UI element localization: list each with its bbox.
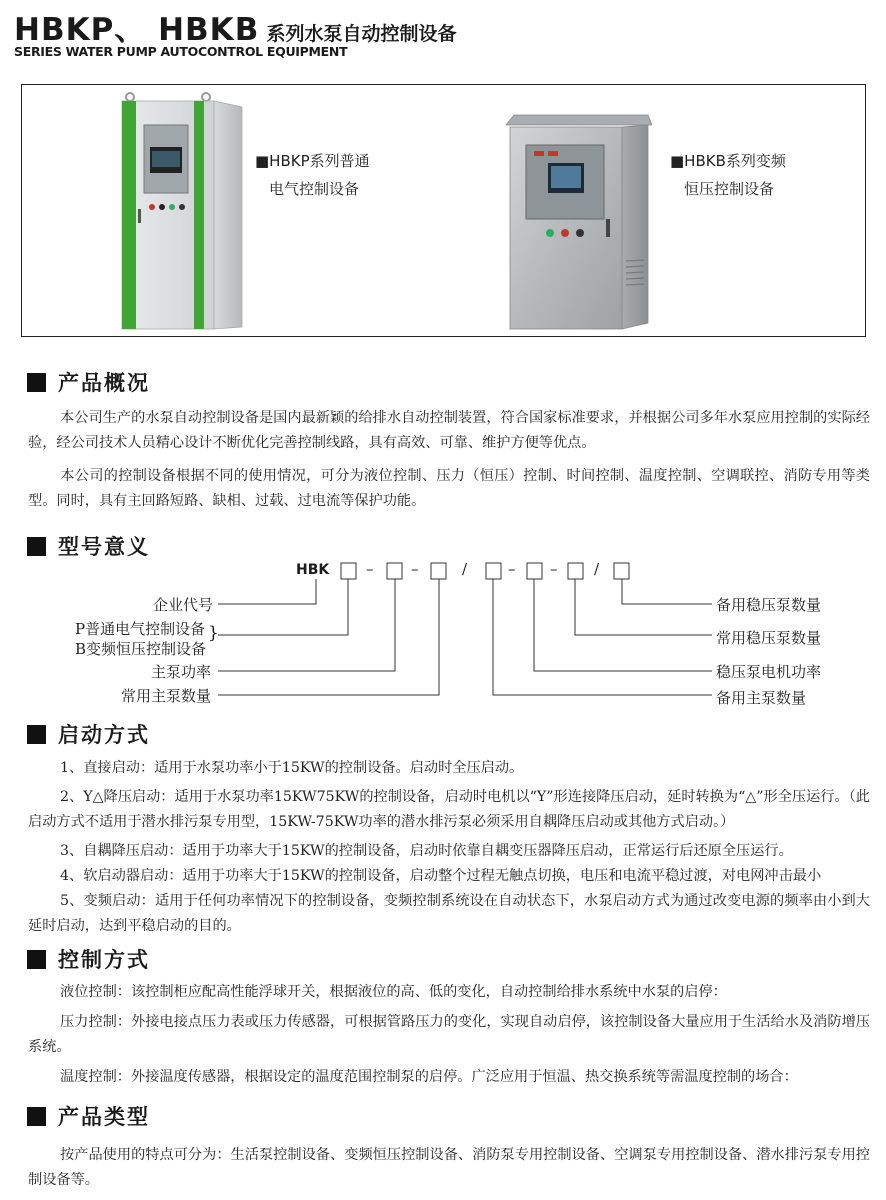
- startup-item-4: 4、软启动器启动：适用于功率大于15KW的控制设备，启动整个过程无触点切换，电压和电流平稳过渡，对电网冲击最小: [60, 868, 822, 884]
- label-type-b: B变频恒压控制设备: [75, 640, 207, 658]
- heading-square-icon: [27, 537, 46, 556]
- heading-square-icon: [27, 725, 46, 744]
- title-chinese: 系列水泵自动控制设备: [266, 23, 457, 45]
- startup-item-1: 1、直接启动：适用于水泵功率小于15KW的控制设备。启动时全压启动。: [60, 760, 524, 776]
- control-pressure: 压力控制：外接电接点压力表或压力传感器，可根据管路压力的变化，实现自动启停，该控制设备大量应用于生活给水及消防增压系统。: [28, 1014, 870, 1055]
- model-code-diagram: [0, 555, 886, 715]
- sep-slash: /: [462, 560, 468, 578]
- section-heading-startup: 启动方式: [27, 719, 150, 749]
- sep-dash: –: [550, 560, 558, 578]
- control-level: 液位控制：该控制柜应配高性能浮球开关，根据液位的高、低的变化，自动控制给排水系统中水泵的启停：: [60, 984, 727, 1000]
- section-heading-model: 型号意义: [27, 531, 150, 561]
- model-prefix: HBK: [296, 562, 330, 578]
- page-title: [14, 4, 457, 48]
- control-temperature: 温度控制：外接温度传感器，根据设定的温度范围控制泵的启停。广泛应用于恒温、热交换系统等需温度控制的场合：: [60, 1069, 798, 1085]
- label-type-p: P普通电气控制设备: [75, 620, 206, 638]
- section-heading-types: 产品类型: [27, 1101, 150, 1131]
- startup-item-2: 2、Y△降压启动：适用于水泵功率15KW75KW的控制设备，启动时电机以“Y”形连接降压启动，延时转换为“△”形全压运行。（此启动方式不适用于潜水排污泵专用型，15KW-75KW功率的潜水排污泵必须采用自耦降压启动或其他方式启动。）: [28, 789, 870, 830]
- sep-slash: /: [594, 560, 600, 578]
- sep-dash: –: [508, 560, 516, 578]
- startup-item-5: 5、变频启动：适用于任何功率情况下的控制设备，变频控制系统设在自动状态下，水泵启动方式为通过改变电源的频率由小到大延时启动，达到平稳启动的目的。: [28, 893, 870, 934]
- label-company-code: 企业代号: [153, 596, 214, 614]
- product-photo-box: [21, 84, 866, 337]
- hbkb-label: ■HBKB系列变频 恒压控制设备: [670, 152, 786, 198]
- label-stabilizer-count: 常用稳压泵数量: [716, 629, 822, 647]
- label-stabilizer-motor-power: 稳压泵电机功率: [716, 663, 822, 681]
- label-standby-stabilizer-count: 备用稳压泵数量: [716, 596, 822, 614]
- label-main-pump-count: 常用主泵数量: [121, 687, 212, 705]
- startup-item-3: 3、自耦降压启动：适用于功率大于15KW的控制设备，启动时依靠自耦变压器降压启动，正常运行后还原全压运行。: [60, 843, 793, 859]
- overview-paragraph-2: 本公司的控制设备根据不同的使用情况，可分为液位控制、压力（恒压）控制、时间控制、温度控制、空调联控、消防专用等类型。同时，具有主回路短路、缺相、过载、过电流等保护功能。: [28, 468, 870, 509]
- hbkp-label: ■HBKP系列普通 电气控制设备: [255, 152, 370, 198]
- sep-dash: –: [411, 560, 419, 578]
- section-heading-overview: 产品概况: [27, 367, 150, 397]
- page-subtitle: SERIES WATER PUMP AUTOCONTROL EQUIPMENT: [14, 44, 348, 59]
- title-code: HBKP、 HBKB: [14, 12, 260, 48]
- section-heading-control: 控制方式: [27, 944, 150, 974]
- heading-square-icon: [27, 950, 46, 969]
- heading-square-icon: [27, 373, 46, 392]
- overview-paragraph-1: 本公司生产的水泵自动控制设备是国内最新颖的给排水自动控制装置，符合国家标准要求，并根据公司多年水泵应用控制的实际经验，经公司技术人员精心设计不断优化完善控制线路，具有高效、可靠、维护方便等优点。: [28, 410, 870, 451]
- hbkp-cabinet-image: [116, 91, 256, 331]
- sep-dash: –: [366, 560, 374, 578]
- label-standby-main-count: 备用主泵数量: [716, 689, 807, 707]
- hbkb-cabinet-image: [502, 111, 652, 333]
- types-paragraph: 按产品使用的特点可分为：生活泵控制设备、变频恒压控制设备、消防泵专用控制设备、空调泵专用控制设备、潜水排污泵专用控制设备等。: [28, 1147, 870, 1188]
- label-main-pump-power: 主泵功率: [151, 663, 212, 681]
- brace: }: [208, 623, 219, 643]
- heading-square-icon: [27, 1107, 46, 1126]
